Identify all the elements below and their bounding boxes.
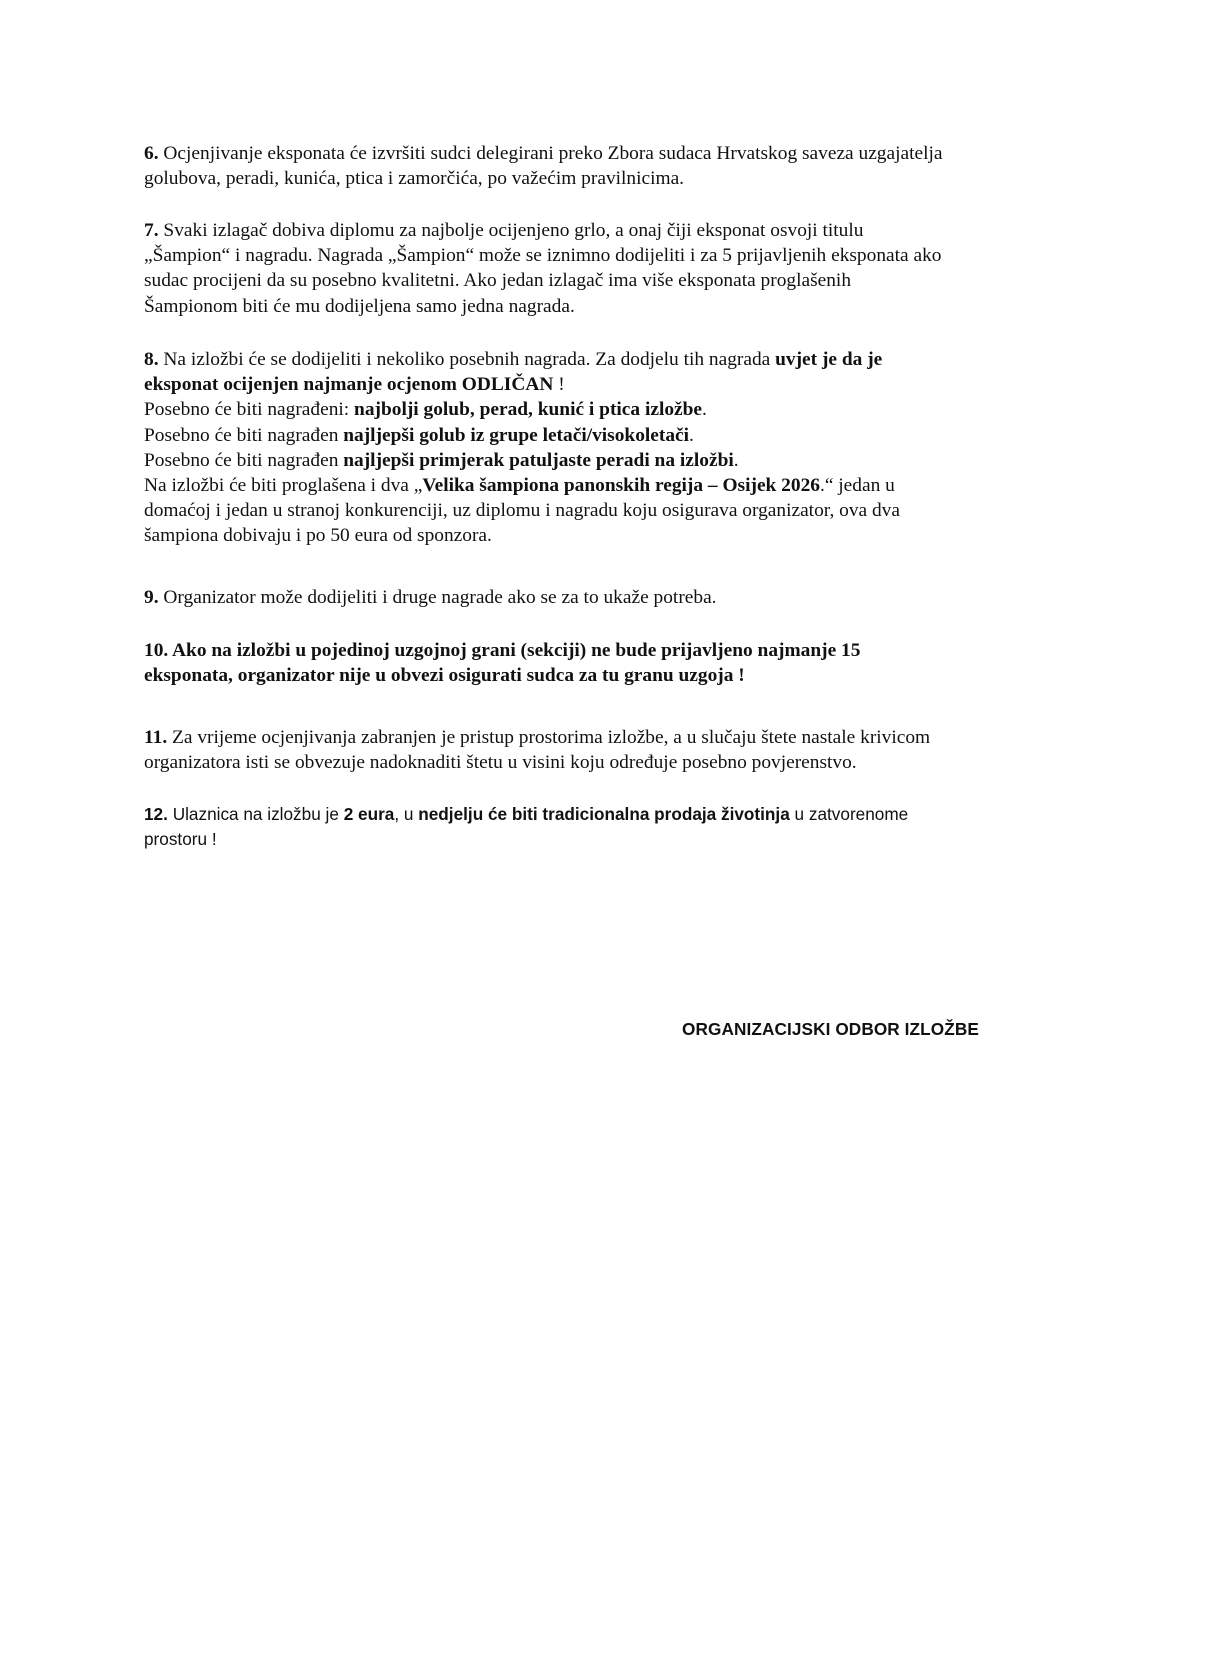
section-8-line-5-plain: Posebno će biti nagrađen — [144, 449, 339, 471]
section-6-line-2: golubova, peradi, kunića, ptica i zamorčića, po važećim pravilnicima. — [144, 168, 685, 190]
section-8-line-8: šampiona dobivaju i po 50 eura od sponzora. — [144, 525, 492, 547]
section-12-number: 12. — [144, 804, 168, 824]
section-8-line-2 — [144, 372, 1084, 397]
section-6-number: 6. — [144, 143, 159, 164]
section-8-line-6 — [144, 473, 1084, 498]
section-9-line-1 — [144, 585, 1084, 610]
section-11-text-1: Za vrijeme ocjenjivanja zabranjen je pristup prostorima izložbe, a u slučaju štete nastale krivicom — [172, 727, 931, 748]
section-10 — [144, 638, 1084, 688]
section-12-line-2: prostoru ! — [144, 829, 217, 850]
section-8-line-3-end: . — [702, 399, 707, 421]
section-12-text-2: , u — [394, 804, 414, 824]
section-8-line-4-plain: Posebno će biti nagrađen — [144, 424, 339, 446]
section-10-text-1: Ako na izložbi u pojedinoj uzgojnoj grani (sekciji) ne bude prijavljeno najmanje 15 — [172, 640, 861, 661]
section-11-line-2: organizatora isti se obvezuje nadoknaditi štetu u visini koju određuje posebno povjerenstvo. — [144, 752, 857, 774]
section-10-number: 10. — [144, 640, 169, 661]
section-8-text-1: Na izložbi će se dodijeliti i nekoliko posebnih nagrada. Za dodjelu tih nagrada — [163, 349, 771, 370]
section-8-line-4 — [144, 423, 1084, 448]
section-8-line-1 — [144, 347, 1084, 372]
section-7-line-1 — [144, 218, 1084, 243]
section-6-line-1 — [144, 141, 1084, 166]
section-11-line-1 — [144, 725, 1084, 750]
section-11 — [144, 725, 1084, 775]
section-11-number: 11. — [144, 727, 168, 748]
section-8-line-3 — [144, 397, 1084, 422]
section-8-line-5 — [144, 448, 1084, 473]
section-8-line-7: domaćoj i jedan u stranoj konkurenciji, uz diplomu i nagradu koju osigurava organizator, ova dva — [144, 500, 900, 522]
section-12-sale-bold: nedjelju će biti tradicionalna prodaja životinja — [418, 804, 790, 824]
section-10-line-2: eksponata, organizator nije u obvezi osigurati sudca za tu granu uzgoja ! — [144, 665, 745, 687]
section-7-text-1: Svaki izlagač dobiva diplomu za najbolje ocijenjeno grlo, a onaj čiji eksponat osvoji titulu — [163, 220, 864, 241]
section-8-best-bantam-bold: najljepši primjerak patuljaste peradi na izložbi — [343, 449, 734, 471]
section-6-text-1: Ocjenjivanje eksponata će izvršiti sudci delegirani preko Zbora sudaca Hrvatskog saveza uzgajatelja — [163, 143, 943, 164]
section-6 — [144, 141, 1084, 191]
section-12-text-1: Ulaznica na izložbu je — [172, 804, 339, 824]
section-8 — [144, 347, 1084, 549]
section-8-grand-champion-bold: Velika šampiona panonskih regija – Osijek 2026 — [422, 475, 820, 497]
section-8-number: 8. — [144, 349, 159, 370]
section-7-number: 7. — [144, 220, 159, 241]
section-8-line-6-plain: Na izložbi će biti proglašena i dva „ — [144, 475, 423, 497]
section-8-line-4-end: . — [689, 424, 694, 446]
section-12-line-1 — [144, 802, 1084, 827]
section-8-grade-bold: eksponat ocijenjen najmanje ocjenom ODLIČAN — [144, 374, 554, 396]
section-7-line-2: „Šampion“ i nagradu. Nagrada „Šampion“ može se iznimno dodijeliti i za 5 prijavljenih eksponata ako — [144, 245, 942, 267]
section-7 — [144, 218, 1084, 319]
section-9-number: 9. — [144, 587, 159, 608]
section-12-price-bold: 2 eura — [343, 804, 395, 824]
section-8-condition-bold: uvjet je da je — [775, 349, 883, 370]
section-8-line-2-end: ! — [553, 374, 565, 396]
section-8-line-6-end: .“ jedan u — [819, 475, 895, 497]
section-12-text-3: u zatvorenome — [794, 804, 909, 824]
section-8-line-5-end: . — [733, 449, 739, 471]
section-9 — [144, 585, 1084, 610]
section-8-best-animals-bold: najbolji golub, perad, kunić i ptica izložbe — [354, 399, 703, 421]
section-10-line-1 — [144, 638, 1084, 663]
section-8-best-pigeon-bold: najljepši golub iz grupe letači/visokoletači — [343, 424, 690, 446]
section-12 — [144, 802, 1084, 852]
section-9-text: Organizator može dodijeliti i druge nagrade ako se za to ukaže potreba. — [163, 587, 717, 608]
section-7-line-3: sudac procijeni da su posebno kvalitetni. Ako jedan izlagač ima više eksponata proglašenih — [144, 270, 852, 292]
section-8-line-3-plain: Posebno će biti nagrađeni: — [144, 399, 350, 421]
section-7-line-4: Šampionom biti će mu dodijeljena samo jedna nagrada. — [144, 295, 575, 317]
organizing-committee-signature: ORGANIZACIJSKI ODBOR IZLOŽBE — [682, 1019, 979, 1039]
